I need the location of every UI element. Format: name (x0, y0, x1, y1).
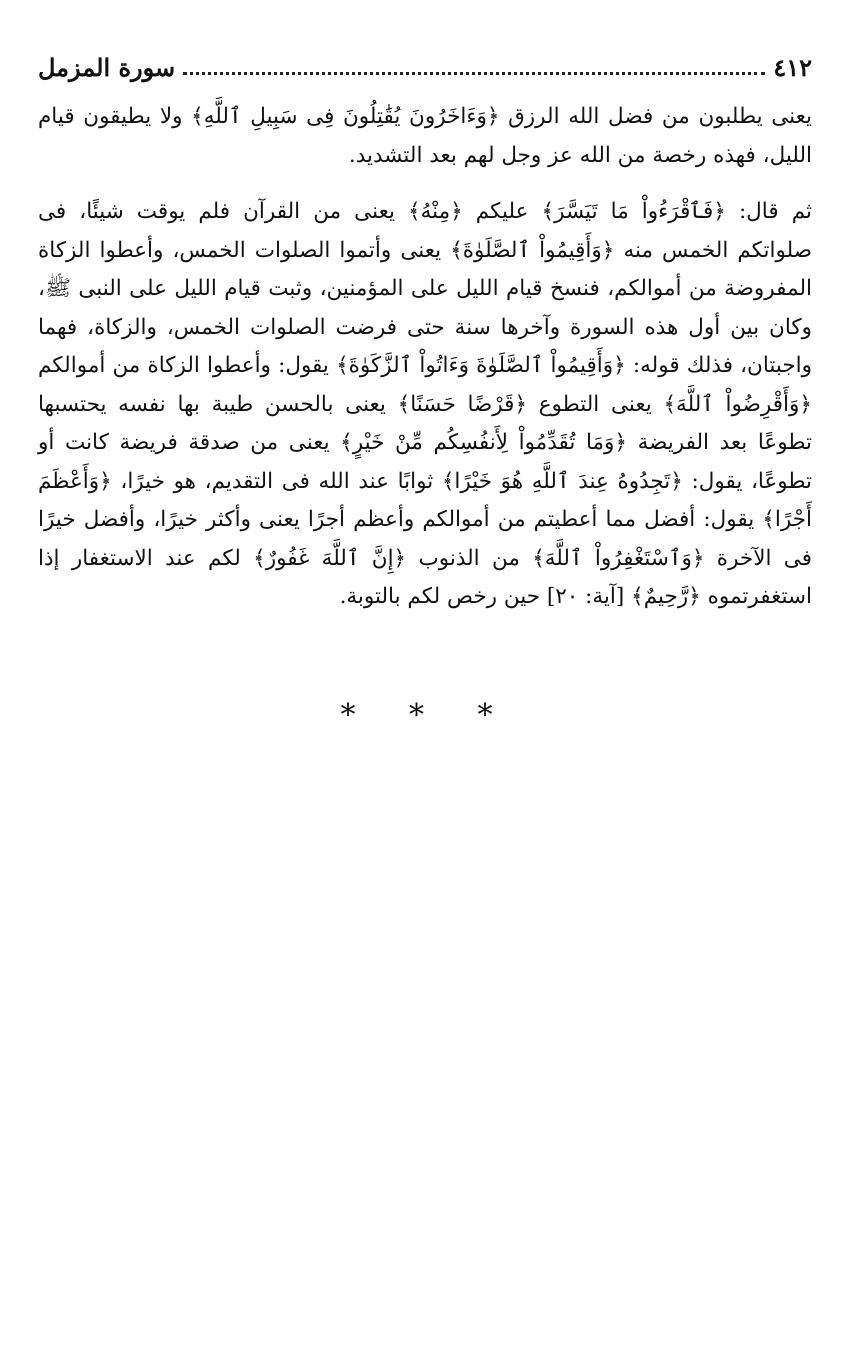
quran-verse: ﴿وَمَا تُقَدِّمُواْ لِأَنفُسِكُم مِّنْ خَيْرٍ﴾ (340, 430, 627, 455)
quran-verse: ﴿وَءَاخَرُونَ يُقَٰتِلُونَ فِى سَبِيلِ ٱللَّهِ﴾ (191, 104, 500, 129)
paragraph-2 (38, 193, 812, 617)
quran-verse: ﴿رَّحِيمٌ﴾ (631, 584, 701, 609)
quran-verse: ﴿وَأَقِيمُواْ ٱلصَّلَوٰةَ وَءَاتُواْ ٱلزَّكَوٰةَ﴾ (336, 353, 626, 378)
text-segment: يعنى بالحسن طيبة بها نفسه يحتسبها تطوعًا بعد الفريضة (38, 391, 812, 455)
page-header (38, 50, 812, 84)
text-segment: ولا يطيقون قيام الليل، فهذه رخصة من الله عز وجل لهم بعد التشديد. (38, 104, 812, 168)
text-segment: يقول: وأعطوا الزكاة من أموالكم (38, 353, 337, 378)
text-segment: يعنى من صدقة فريضة كانت أو تطوعًا، يقول: (38, 430, 813, 494)
quran-verse: ﴿إِنَّ ٱللَّهَ غَفُورٌ﴾ (253, 545, 407, 571)
quran-verse: ﴿قَرْضًا حَسَنًا﴾ (397, 391, 527, 417)
paragraph-1 (38, 98, 812, 175)
section-separator: * * * (340, 698, 515, 733)
quran-verse: ﴿فَٱقْرَءُواْ مَا تَيَسَّرَ﴾ (541, 199, 726, 224)
header-dotted-leader (183, 72, 765, 75)
commentary-body (38, 98, 812, 617)
surah-title: سورة المزمل (38, 52, 176, 82)
text-segment: يقول: أفضل مما أعطيتم من أموالكم وأعظم أجرًا يعنى وأكثر خيرًا، وأفضل خيرًا فى الآخرة (38, 507, 812, 571)
text-segment: يعنى وأتموا الصلوات الخمس، وأعطوا الزكاة المفروضة من أموالكم، فنسخ قيام الليل على المؤمنين، وثبت قيام الليل على النبى ﷺ، وكان بين أول هذه السورة وآخرها سنة حتى فرضت الصلوات الخمس، والزكاة، فهما واجبتان، فذلك قوله: (38, 237, 813, 378)
text-segment: يعنى من القرآن فلم يوقت شيئًا، فى صلواتكم الخمس منه (38, 199, 812, 263)
text-segment: يعنى التطوع (526, 391, 664, 417)
quran-verse: ﴿وَٱسْتَغْفِرُواْ ٱللَّهَ﴾ (532, 545, 705, 571)
page-number: ٤١٢ (773, 52, 812, 82)
text-segment: [آية: ٢٠] حين رخص لكم بالتوبة. (339, 584, 632, 609)
text-segment: يعنى يطلبون من فضل الله الرزق (499, 104, 812, 129)
quran-verse: ﴿وَأَقِيمُواْ ٱلصَّلَوٰةَ﴾ (450, 237, 615, 263)
quran-verse: ﴿تَجِدُوهُ عِندَ ٱللَّهِ هُوَ خَيْرًا﴾ (441, 468, 683, 494)
quran-verse: ﴿وَأَقْرِضُواْ ٱللَّهَ﴾ (663, 391, 812, 417)
text-segment: عليكم (462, 199, 542, 224)
text-segment: ثم قال: (725, 199, 812, 224)
text-segment: لكم عند الاستغفار إذا استغفرتموه (38, 545, 812, 609)
text-segment: ثوابًا عند الله فى التقديم، هو خيرًا، (111, 468, 442, 494)
quran-verse: ﴿وَأَعْظَمَ أَجْرًا﴾ (38, 468, 812, 532)
text-segment: من الذنوب (406, 545, 533, 571)
quran-verse: ﴿مِنْهُ﴾ (408, 199, 463, 224)
